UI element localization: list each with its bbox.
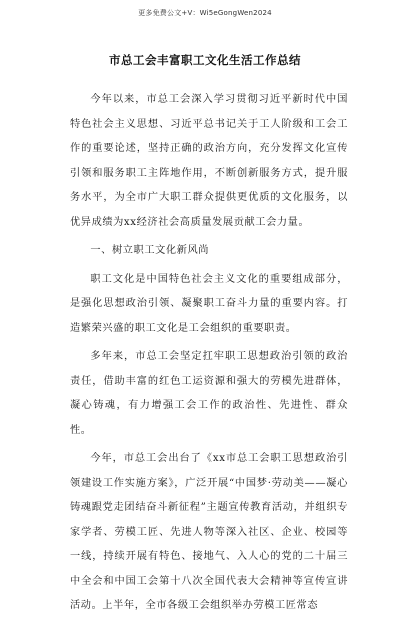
document-body bbox=[70, 88, 348, 623]
paragraph-intro: 今年以来，市总工会深入学习贯彻习近平新时代中国特色社会主义思想、习近平总书记关于工人阶级和工会工作的重要论述，坚持正确的政治方向，充分发挥文化宣传引领和服务职工主阵地作用，不断创新服务方式，提升服务水平，为全市广大职工群众提供更优质的文化服务，以优异成绩为xx经济社会高质量发展贡献工会力量。 bbox=[70, 94, 348, 228]
document-title: 市总工会丰富职工文化生活工作总结 bbox=[109, 53, 301, 67]
header-note: 更多免费公文+V：Wi5eGongWen2024 bbox=[138, 9, 272, 17]
section-heading-1: 一、树立职工文化新风尚 bbox=[90, 245, 210, 256]
paragraph-workers-culture: 职工文化是中国特色社会主义文化的重要组成部分，是强化思想政治引领、凝聚职工奋斗力量的重要内容。打造繁荣兴盛的职工文化是工会组织的重要职责。 bbox=[70, 273, 348, 334]
paragraph-political-guidance: 多年来，市总工会坚定扛牢职工思想政治引领的政治责任，借助丰富的红色工运资源和强大的劳模先进群体，凝心铸魂，有力增强工会工作的政治性、先进性、群众性。 bbox=[70, 351, 348, 436]
paragraph-this-year: 今年，市总工会出台了《xx市总工会职工思想政治引领建设工作实施方案》，广泛开展“中国梦·劳动美——凝心铸魂跟党走团结奋斗新征程”主题宣传教育活动，并组织专家学者、劳模工匠、先进人物等深入社区、企业、校园等一线，持续开展有特色、接地气、入人心的党的二十届三中全会和中国工会第十八次全国代表大会精神等宣传宣讲活动。上半年，全市各级工会组织举办劳模工匠常态 bbox=[70, 453, 348, 611]
